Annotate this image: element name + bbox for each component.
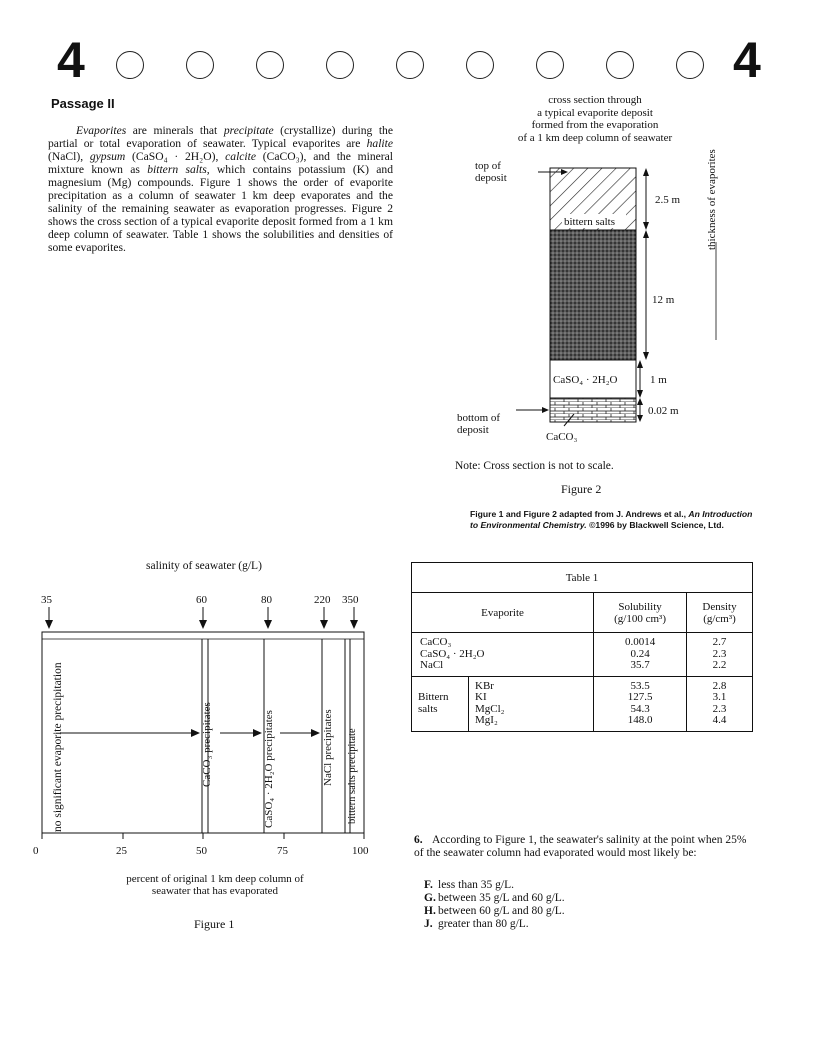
passage-part: (NaCl),	[48, 150, 84, 163]
percent-tick-label: 100	[352, 845, 369, 857]
table-cell	[594, 633, 687, 677]
header-line: Density	[702, 600, 737, 613]
circle-icon	[606, 51, 634, 79]
circle-icon	[536, 51, 564, 79]
passage-part: (CaCO₃), and the mineral mixture known as	[48, 150, 394, 176]
circle-icon	[326, 51, 354, 79]
bittern-layer-label: bittern salts	[564, 216, 616, 228]
density-value: 2.3	[712, 647, 727, 660]
label-line: salts	[418, 702, 438, 715]
label-line: deposit	[457, 424, 489, 436]
circle-icon	[676, 51, 704, 79]
region-label-gypsum: CaSO₄ · 2H₂O precipitates	[263, 710, 275, 828]
answer-option-j[interactable]	[424, 918, 529, 930]
circle-icon	[466, 51, 494, 79]
region-label-no-precipitation: no significant evaporite precipitation	[52, 662, 64, 832]
arrowhead-icon	[637, 398, 643, 405]
salinity-axis-title: salinity of seawater (g/L)	[146, 560, 262, 572]
dimension-label: 1 m	[650, 374, 667, 386]
circle-icon	[186, 51, 214, 79]
header-line: (g/cm³)	[703, 612, 736, 625]
question-6	[414, 834, 754, 859]
table-title: Table 1	[412, 563, 753, 593]
figure2-note: Note: Cross section is not to scale.	[455, 460, 614, 472]
arrowhead-icon	[637, 360, 643, 368]
credit-text: Figure 1 and Figure 2 adapted from J. Andrews et al.,	[470, 509, 687, 519]
percent-ticks	[42, 833, 364, 839]
percent-tick-label: 75	[277, 845, 288, 857]
table-cell	[687, 633, 753, 677]
salinity-tick: 220	[314, 594, 331, 606]
term-calcite: calcite	[225, 150, 257, 163]
salinity-tick: 35	[41, 594, 52, 606]
percent-tick-label: 0	[33, 845, 39, 857]
caption-line: formed from the evaporation	[531, 119, 659, 131]
gypsum-layer-label: CaSO₄ · 2H₂O	[553, 374, 618, 386]
figure2-title: Figure 2	[561, 482, 602, 496]
answer-option-h[interactable]	[424, 905, 565, 917]
dimension-label: 12 m	[652, 294, 675, 306]
arrowhead-icon	[320, 620, 328, 629]
section-number-right: 4	[733, 32, 761, 88]
density-value: 2.7	[712, 636, 727, 648]
term-evaporites: Evaporites	[76, 124, 127, 137]
arrowhead-icon	[199, 620, 207, 629]
bottom-of-deposit-label	[457, 412, 500, 436]
solubility-value: 0.0014	[624, 636, 656, 648]
credit-book: An Introduction to Environmental Chemistry.	[470, 509, 753, 530]
region-label-bittern: bittern salts precipitate	[347, 728, 358, 824]
evaporite-name: NaCl	[420, 659, 444, 671]
dimension-label: 0.02 m	[648, 405, 679, 417]
section-number-left: 4	[57, 32, 85, 88]
arrowhead-icon	[643, 352, 649, 360]
arrowhead-icon	[253, 729, 262, 737]
halite-layer	[550, 230, 636, 360]
figure-credit	[470, 509, 760, 531]
salinity-tick: 350	[342, 594, 359, 606]
table-cell	[594, 676, 687, 731]
term-halite: halite	[366, 137, 393, 150]
arrowhead-icon	[45, 620, 53, 629]
evaporite-name: KBr	[475, 679, 494, 692]
percent-tick-label: 25	[116, 845, 127, 857]
credit-text: ©1996 by Blackwell Science, Ltd.	[589, 520, 724, 530]
passage-part: which contains potassium (K) and magnesium (Mg) compounds. Figure 1 shows the order of evaporite precipitation as a column of seawater 1 km deep evaporates and the salinity of the remaining seawater as evaporation progresses. Figure 2 shows the cross section of a typical evaporite deposit formed from a 1 km deep column of seawater. Table 1 shows the solubilities and densities of some evaporites.	[48, 163, 393, 254]
solubility-value: 127.5	[627, 691, 653, 703]
label-line: seawater that has evaporated	[151, 885, 279, 897]
solubility-value: 0.24	[630, 647, 650, 660]
arrowhead-icon	[350, 620, 358, 629]
label-line: top of	[475, 160, 501, 172]
dimension-label: 2.5 m	[655, 194, 681, 206]
circle-icon	[396, 51, 424, 79]
option-letter: J.	[424, 918, 433, 930]
density-value: 2.3	[712, 702, 727, 715]
option-letter: H.	[424, 905, 436, 917]
term-gypsum: gypsum	[89, 150, 126, 163]
top-of-deposit-label	[475, 160, 507, 184]
table-cell	[687, 676, 753, 731]
bittern-group-label	[412, 676, 469, 731]
header-line: Solubility	[618, 600, 662, 613]
col-header-density	[687, 593, 753, 633]
passage-part: (CaSO₄ · 2H₂O),	[132, 150, 219, 163]
region-label-nacl: NaCl precipitates	[322, 709, 334, 786]
table-row	[469, 676, 594, 731]
header-line: (g/100 cm³)	[614, 612, 666, 625]
term-precipitate: precipitate	[223, 124, 274, 137]
question-number: 6.	[414, 834, 423, 846]
question-stem: According to Figure 1, the seawater's salinity at the point when 25% of the seawater column had evaporated would most likely be:	[414, 834, 747, 859]
figure2-caption	[490, 94, 700, 144]
density-value: 4.4	[712, 714, 727, 726]
term-bittern: bittern salts,	[147, 163, 210, 176]
option-text: between 60 g/L and 80 g/L.	[438, 905, 565, 917]
caption-line: cross section through	[548, 94, 642, 106]
arrowhead-icon	[264, 620, 272, 629]
percent-tick-label: 50	[196, 845, 207, 857]
table-row	[412, 633, 594, 677]
solubility-value: 35.7	[630, 659, 650, 671]
salinity-tick: 80	[261, 594, 272, 606]
option-text: less than 35 g/L.	[438, 879, 515, 891]
circle-icon	[116, 51, 144, 79]
arrowhead-icon	[191, 729, 200, 737]
evaporite-name: MgI₂	[475, 714, 498, 726]
salinity-tick: 60	[196, 594, 207, 606]
option-text: between 35 g/L and 60 g/L.	[438, 892, 565, 904]
calcite-layer-label: CaCO₃	[546, 431, 578, 443]
label-line: Bittern	[418, 691, 449, 703]
option-text: greater than 80 g/L.	[438, 918, 529, 930]
thickness-axis-label: thickness of evaporites	[706, 149, 718, 250]
answer-option-g[interactable]	[424, 892, 565, 904]
solubility-value: 148.0	[627, 714, 653, 726]
arrowhead-icon	[542, 407, 549, 413]
arrowhead-icon	[637, 390, 643, 398]
label-line: percent of original 1 km deep column of	[126, 873, 304, 885]
passage-title: Passage II	[51, 96, 115, 111]
table1	[411, 562, 753, 732]
option-letter: F.	[424, 879, 433, 891]
region-label-caco3: CaCO₃ precipitates	[201, 702, 213, 787]
label-line: deposit	[475, 172, 507, 184]
passage-part: are minerals that	[132, 124, 218, 137]
arrowhead-icon	[643, 168, 649, 176]
passage-part: (crystallize) during the partial or total evaporation of seawater. Typical evaporites are	[48, 124, 393, 150]
arrowhead-icon	[643, 222, 649, 230]
percent-axis-title	[90, 873, 340, 897]
col-header-solubility	[594, 593, 687, 633]
option-letter: G.	[424, 892, 436, 904]
solubility-value: 53.5	[630, 679, 650, 692]
arrowhead-icon	[637, 415, 643, 422]
arrowhead-icon	[311, 729, 320, 737]
calcite-layer	[550, 398, 636, 422]
density-value: 2.2	[712, 659, 727, 671]
evaporite-name: KI	[475, 691, 487, 703]
arrowhead-icon	[643, 230, 649, 238]
caption-line: a typical evaporite deposit	[537, 106, 653, 119]
density-value: 2.8	[712, 679, 727, 692]
circle-icon	[256, 51, 284, 79]
evaporite-name: CaCO₃	[420, 636, 452, 648]
col-header-evaporite: Evaporite	[412, 593, 594, 633]
density-value: 3.1	[712, 691, 727, 703]
answer-option-f[interactable]	[424, 879, 514, 891]
evaporite-name: CaSO₄ · 2H₂O	[420, 647, 485, 660]
caption-line: of a 1 km deep column of seawater	[517, 131, 673, 144]
evaporite-name: MgCl₂	[475, 702, 505, 715]
figure1-title: Figure 1	[194, 917, 235, 931]
solubility-value: 54.3	[630, 702, 650, 715]
label-line: bottom of	[457, 412, 501, 424]
passage-text	[48, 124, 393, 254]
